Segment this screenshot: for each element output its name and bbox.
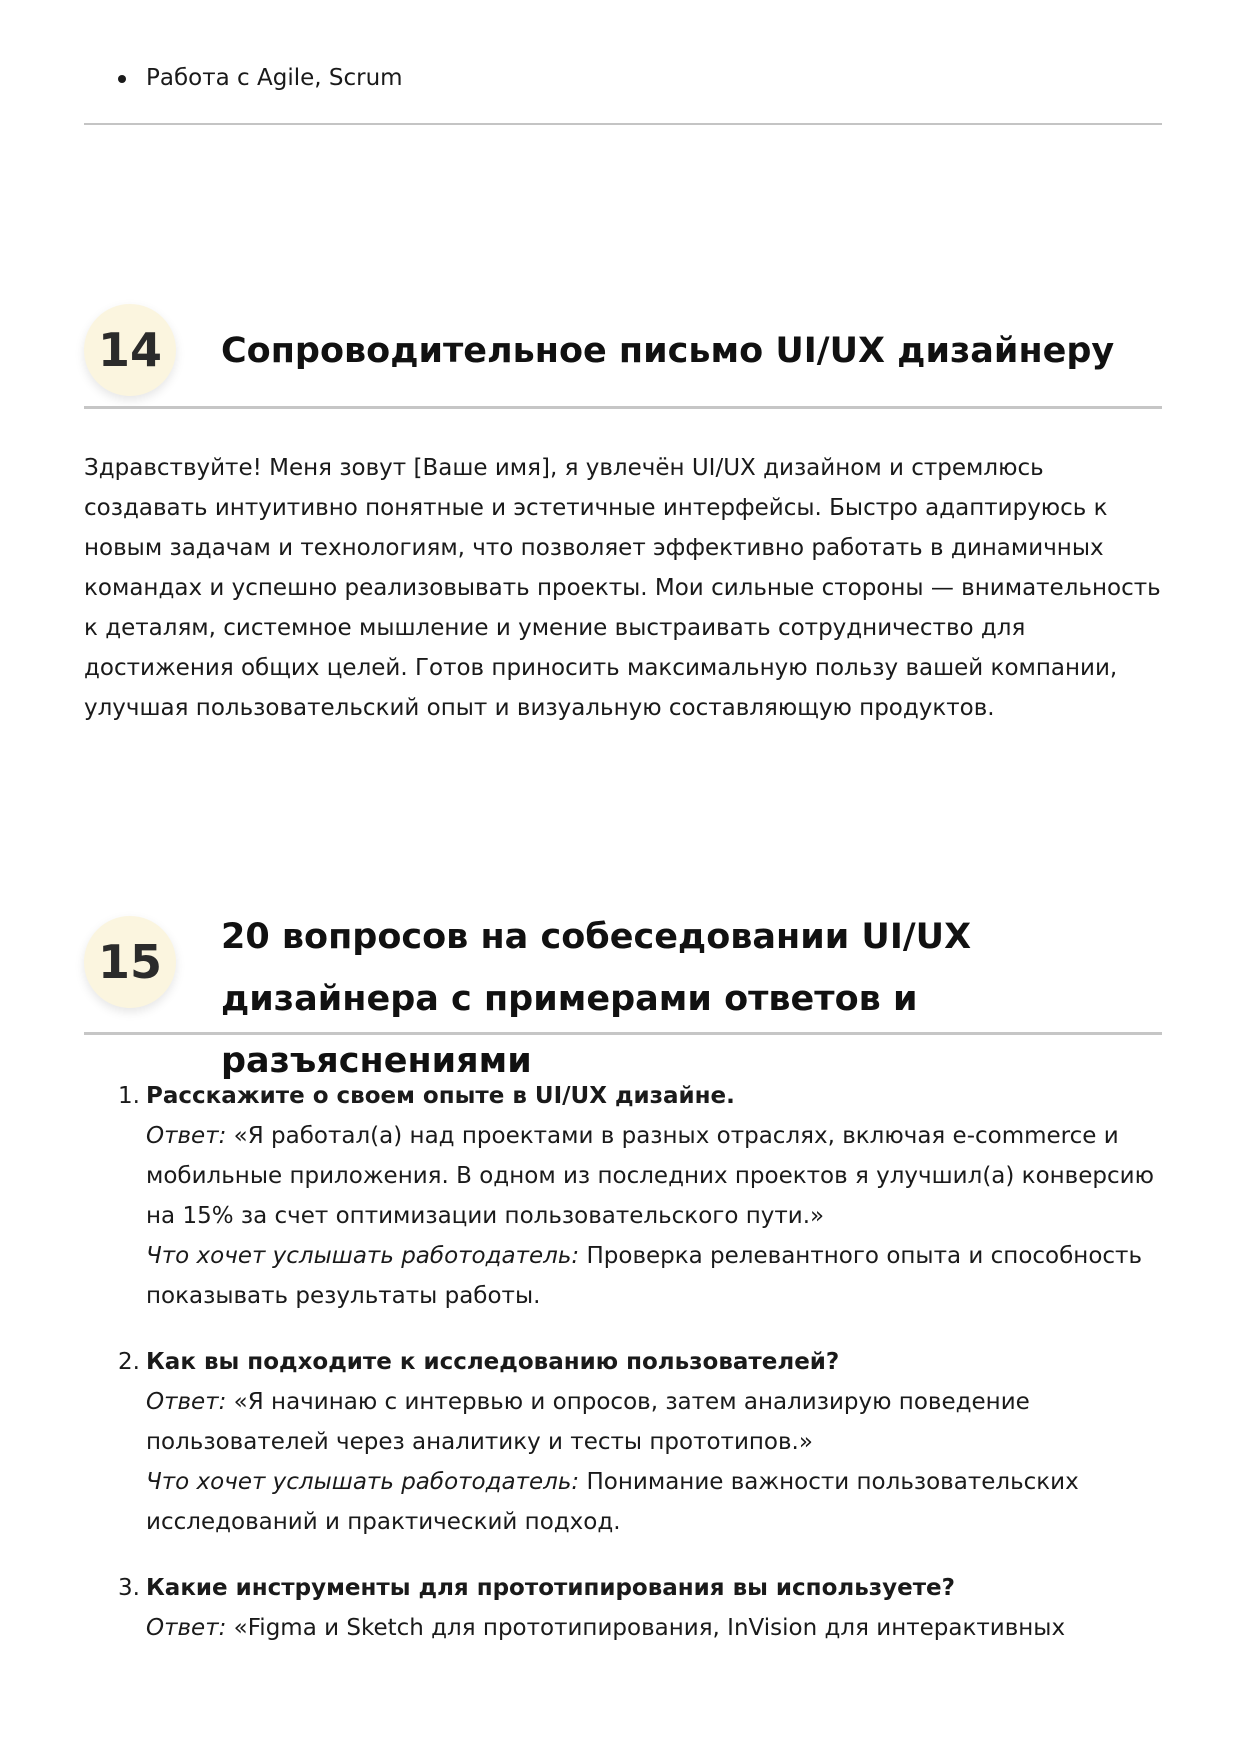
answer-text: «Я начинаю с интервью и опросов, затем анализирую поведение пользователей через аналитику и тесты прототипов.» <box>146 1389 1030 1455</box>
answer-line <box>146 1382 1162 1462</box>
section-header-15 <box>84 906 1162 1081</box>
list-item: Работа с Agile, Scrum <box>84 58 403 98</box>
employer-line <box>146 1462 1162 1542</box>
question-text: Как вы подходите к исследованию пользователей? <box>146 1349 840 1375</box>
employer-line <box>146 1236 1162 1316</box>
answer-label: Ответ: <box>146 1389 227 1415</box>
employer-label: Что хочет услышать работодатель: <box>146 1243 580 1269</box>
section-divider <box>84 1032 1162 1035</box>
employer-label: Что хочет услышать работодатель: <box>146 1469 580 1495</box>
question-item <box>84 1342 1162 1542</box>
cover-letter-text: Здравствуйте! Меня зовут [Ваше имя], я увлечён UI/UX дизайном и стремлюсь создавать интуитивно понятные и эстетичные интерфейсы. Быстро адаптируюсь к новым задачам и технологиям, что позволяет эффективно работать в динамичных командах и успешно реализовывать проекты. Мои сильные стороны — внимательность к деталям, системное мышление и умение выстраивать сотрудничество для достижения общих целей. Готов приносить максимальную пользу вашей компании, улучшая пользовательский опыт и визуальную составляющую продуктов. <box>84 455 1161 721</box>
section-header-14 <box>84 300 1162 410</box>
section-divider <box>84 406 1162 409</box>
employer-text: Понимание важности пользовательских исследований и практический подход. <box>146 1469 1079 1535</box>
answer-line <box>146 1116 1162 1236</box>
section-number-badge: 15 <box>84 916 176 1008</box>
answer-text: «Я работал(а) над проектами в разных отраслях, включая e-commerce и мобильные приложения. В одном из последних проектов я улучшил(а) конверсию на 15% за счет оптимизации пользовательского пути.» <box>146 1123 1154 1229</box>
skills-list <box>84 58 403 98</box>
answer-text: «Figma и Sketch для прототипирования, InVision для интерактивных <box>233 1615 1066 1641</box>
section-title: 20 вопросов на собеседовании UI/UX дизайнера с примерами ответов и разъяснениями <box>221 917 972 1081</box>
answer-label: Ответ: <box>146 1615 227 1641</box>
answer-line <box>146 1608 1162 1648</box>
answer-label: Ответ: <box>146 1123 227 1149</box>
question-item <box>84 1568 1162 1648</box>
question-number: 2. <box>118 1349 140 1375</box>
section-title: Сопроводительное письмо UI/UX дизайнеру <box>221 331 1115 371</box>
section-number-badge: 14 <box>84 304 176 396</box>
interview-questions-list <box>84 1076 1162 1674</box>
question-text: Какие инструменты для прототипирования вы используете? <box>146 1575 955 1601</box>
question-item <box>84 1076 1162 1316</box>
question-text: Расскажите о своем опыте в UI/UX дизайне. <box>146 1083 735 1109</box>
divider <box>84 123 1162 125</box>
employer-text: Проверка релевантного опыта и способность показывать результаты работы. <box>146 1243 1143 1309</box>
question-number: 3. <box>118 1575 140 1601</box>
question-number: 1. <box>118 1083 140 1109</box>
